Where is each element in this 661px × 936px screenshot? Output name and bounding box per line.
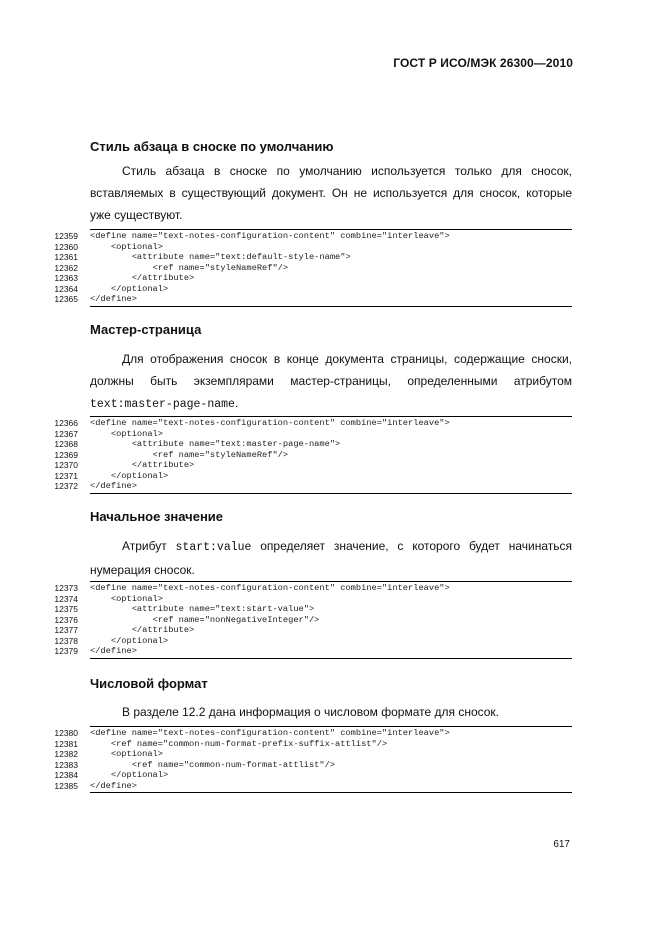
line-number: 12384 xyxy=(54,770,78,780)
code-text: <ref name="nonNegativeInteger"/> xyxy=(90,614,320,625)
code-line xyxy=(54,418,572,429)
line-number: 12365 xyxy=(54,294,78,304)
line-number: 12378 xyxy=(54,635,78,646)
section-heading-master-page: Мастер-страница xyxy=(90,322,202,337)
code-text: <optional> xyxy=(90,749,163,759)
code-line xyxy=(54,460,572,471)
code-text: <define name="text-notes-configuration-content" combine="interleave"> xyxy=(90,583,450,593)
line-number: 12373 xyxy=(54,583,78,593)
section-paragraph xyxy=(90,348,572,416)
code-line xyxy=(54,439,572,450)
section-heading-number-format: Числовой формат xyxy=(90,676,208,691)
line-number: 12371 xyxy=(54,470,78,481)
code-line xyxy=(54,728,572,739)
code-text: <ref name="styleNameRef"/> xyxy=(90,449,289,460)
line-number: 12364 xyxy=(54,283,78,294)
code-line xyxy=(54,780,572,792)
code-text: </define> xyxy=(90,780,137,791)
line-number: 12362 xyxy=(54,262,78,273)
code-line xyxy=(54,273,572,284)
line-number: 12383 xyxy=(54,759,78,770)
code-line xyxy=(54,604,572,615)
code-listing xyxy=(54,416,572,494)
line-number: 12376 xyxy=(54,614,78,625)
line-number: 12372 xyxy=(54,481,78,491)
code-text: </define> xyxy=(90,481,137,491)
code-text: <attribute name="text:default-style-name"> xyxy=(90,252,351,262)
code-line xyxy=(54,646,572,657)
code-line xyxy=(54,470,572,482)
code-text: </attribute> xyxy=(90,625,195,635)
code-line xyxy=(54,252,572,263)
code-text: </define> xyxy=(90,294,137,304)
code-text: </attribute> xyxy=(90,460,195,470)
paragraph-text: Атрибут xyxy=(122,539,167,553)
section-heading-default-style: Стиль абзаца в сноске по умолчанию xyxy=(90,139,334,154)
code-text: <optional> xyxy=(90,241,163,252)
line-number: 12361 xyxy=(54,252,78,262)
code-line xyxy=(54,635,572,647)
code-line xyxy=(54,449,572,461)
code-line xyxy=(54,294,572,305)
code-text: <define name="text-notes-configuration-content" combine="interleave"> xyxy=(90,418,450,428)
line-number: 12369 xyxy=(54,449,78,460)
code-text: <optional> xyxy=(90,428,163,439)
code-line xyxy=(54,749,572,760)
line-number: 12360 xyxy=(54,241,78,252)
code-text: <define name="text-notes-configuration-content" combine="interleave"> xyxy=(90,728,450,738)
code-line xyxy=(54,262,572,274)
code-text: </define> xyxy=(90,646,137,656)
code-line xyxy=(54,770,572,781)
line-number: 12366 xyxy=(54,418,78,428)
code-line xyxy=(54,241,572,253)
line-number: 12382 xyxy=(54,749,78,759)
code-line xyxy=(54,625,572,636)
code-line xyxy=(54,593,572,605)
line-number: 12367 xyxy=(54,428,78,439)
line-number: 12379 xyxy=(54,646,78,656)
code-line xyxy=(54,614,572,626)
section-heading-start-value: Начальное значение xyxy=(90,509,224,524)
code-text: </optional> xyxy=(90,283,169,294)
paragraph-text: . xyxy=(234,396,239,410)
code-text: <ref name="common-num-format-attlist"/> xyxy=(90,759,336,770)
code-line xyxy=(54,231,572,242)
code-text: <define name="text-notes-configuration-content" combine="interleave"> xyxy=(90,231,450,241)
line-number: 12370 xyxy=(54,460,78,470)
code-line xyxy=(54,738,572,750)
line-number: 12385 xyxy=(54,780,78,791)
code-text: <ref name="styleNameRef"/> xyxy=(90,262,289,273)
code-line xyxy=(54,583,572,594)
inline-code: text:master-page-name xyxy=(90,398,235,411)
line-number: 12368 xyxy=(54,439,78,449)
code-text: <attribute name="text:start-value"> xyxy=(90,604,315,614)
line-number: 12374 xyxy=(54,593,78,604)
code-line xyxy=(54,428,572,440)
code-text: </attribute> xyxy=(90,273,195,283)
line-number: 12375 xyxy=(54,604,78,614)
code-line xyxy=(54,759,572,771)
code-text: <optional> xyxy=(90,593,163,604)
code-text: </optional> xyxy=(90,770,169,780)
page-number: 617 xyxy=(553,839,570,850)
line-number: 12377 xyxy=(54,625,78,635)
line-number: 12381 xyxy=(54,738,78,749)
document-header-title: ГОСТ Р ИСО/МЭК 26300—2010 xyxy=(393,56,573,70)
paragraph-text: В разделе 12.2 дана информация о числовом формате для сносок. xyxy=(122,705,500,719)
inline-code: start:value xyxy=(175,541,252,554)
paragraph-text: Для отображения сносок в конце документа страницы, содержащие сноски, должны быть экземплярами мастер-страницы, определенными атрибутом xyxy=(90,352,572,388)
code-listing xyxy=(54,581,572,659)
code-text: <attribute name="text:master-page-name"> xyxy=(90,439,341,449)
line-number: 12359 xyxy=(54,231,78,241)
section-paragraph xyxy=(90,535,572,581)
section-paragraph xyxy=(90,701,572,723)
code-line xyxy=(54,481,572,492)
code-listing xyxy=(54,726,572,793)
code-listing xyxy=(54,229,572,307)
line-number: 12380 xyxy=(54,728,78,738)
code-line xyxy=(54,283,572,295)
line-number: 12363 xyxy=(54,273,78,283)
section-paragraph xyxy=(90,160,572,226)
paragraph-text: Стиль абзаца в сноске по умолчанию используется только для сносок, вставляемых в существующий документ. Он не используется для сносок, которые уже существуют. xyxy=(90,164,572,222)
code-text: </optional> xyxy=(90,470,169,481)
paragraph-text: определяет значение, с которого будет начинаться нумерация сносок. xyxy=(90,539,572,577)
code-text: <ref name="common-num-format-prefix-suffix-attlist"/> xyxy=(90,738,388,749)
code-text: </optional> xyxy=(90,635,169,646)
